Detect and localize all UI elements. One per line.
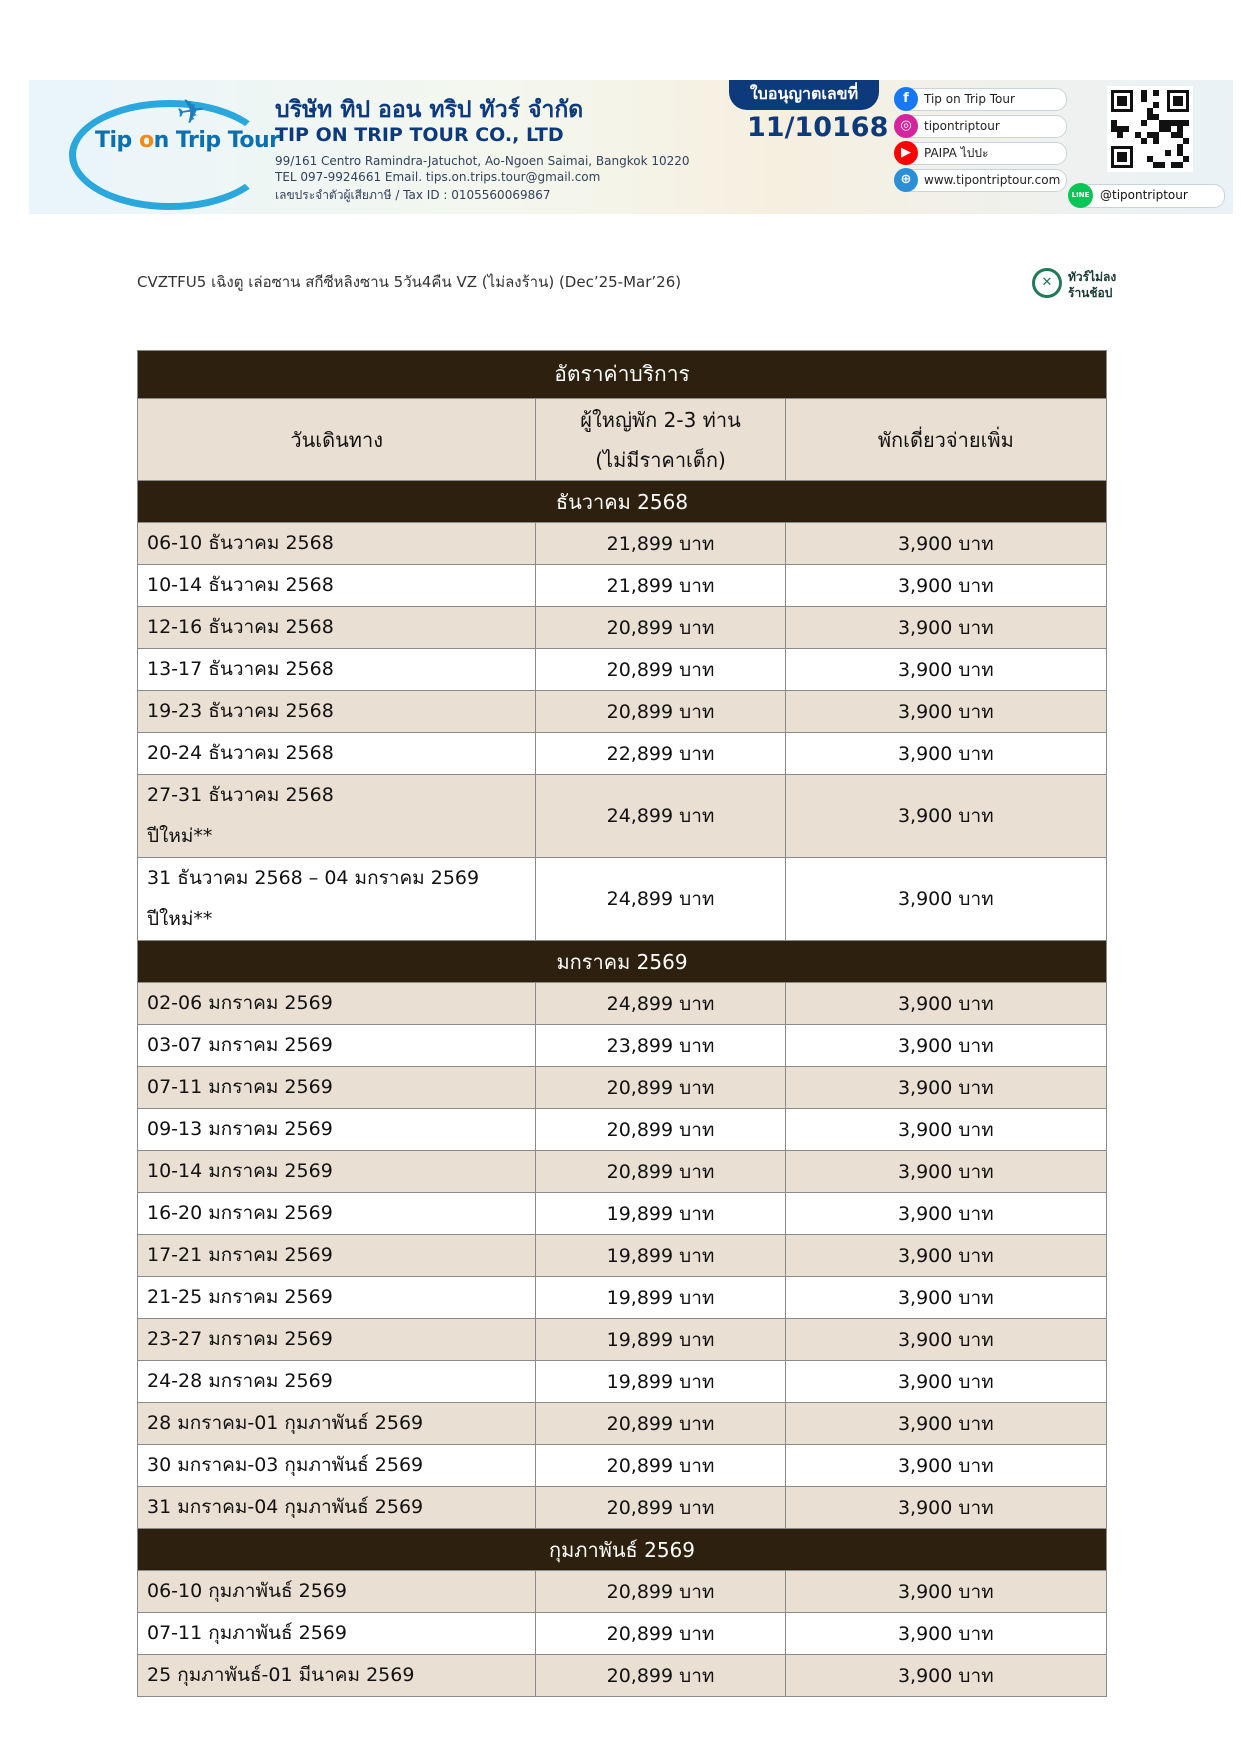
single-supplement: 3,900 บาท	[785, 733, 1106, 775]
table-row	[138, 1193, 1107, 1235]
logo-swoosh	[69, 100, 271, 210]
adult-price: 20,899 บาท	[536, 1487, 785, 1529]
table-row	[138, 691, 1107, 733]
adult-price: 20,899 บาท	[536, 691, 785, 733]
single-supplement: 3,900 บาท	[785, 565, 1106, 607]
adult-price: 20,899 บาท	[536, 1571, 785, 1613]
adult-price: 24,899 บาท	[536, 858, 785, 941]
single-supplement: 3,900 บาท	[785, 983, 1106, 1025]
badge-line-1: ทัวร์ไม่ลง	[1068, 270, 1117, 284]
single-supplement: 3,900 บาท	[785, 1067, 1106, 1109]
line-id-link[interactable]	[1069, 184, 1225, 208]
single-supplement: 3,900 บาท	[785, 858, 1106, 941]
column-header-adult: ผู้ใหญ่พัก 2-3 ท่าน (ไม่มีราคาเด็ก)	[536, 399, 785, 481]
globe-link[interactable]	[895, 169, 1067, 192]
company-banner	[29, 80, 1233, 214]
travel-date: 06-10 กุมภาพันธ์ 2569	[138, 1571, 536, 1613]
single-supplement: 3,900 บาท	[785, 1193, 1106, 1235]
adult-price: 21,899 บาท	[536, 565, 785, 607]
adult-price: 19,899 บาท	[536, 1193, 785, 1235]
adult-price: 20,899 บาท	[536, 1655, 785, 1697]
table-row	[138, 1487, 1107, 1529]
single-supplement: 3,900 บาท	[785, 1487, 1106, 1529]
travel-date: 10-14 มกราคม 2569	[138, 1151, 536, 1193]
table-row	[138, 983, 1107, 1025]
adult-price: 19,899 บาท	[536, 1277, 785, 1319]
travel-date: 20-24 ธันวาคม 2568	[138, 733, 536, 775]
youtube-link[interactable]	[895, 142, 1067, 165]
table-row	[138, 1319, 1107, 1361]
table-row	[138, 1025, 1107, 1067]
single-supplement: 3,900 บาท	[785, 1277, 1106, 1319]
adult-price: 22,899 บาท	[536, 733, 785, 775]
travel-date: 12-16 ธันวาคม 2568	[138, 607, 536, 649]
travel-date: 02-06 มกราคม 2569	[138, 983, 536, 1025]
table-title-row	[138, 351, 1107, 399]
qr-code[interactable]	[1107, 86, 1193, 172]
company-address: 99/161 Centro Ramindra-Jatuchot, Ao-Ngoen Saimai, Bangkok 10220	[275, 154, 690, 168]
travel-date: 24-28 มกราคม 2569	[138, 1361, 536, 1403]
table-row	[138, 1655, 1107, 1697]
facebook-link[interactable]	[895, 88, 1067, 111]
month-header-row	[138, 941, 1107, 983]
travel-date: 06-10 ธันวาคม 2568	[138, 523, 536, 565]
adult-price: 20,899 บาท	[536, 1403, 785, 1445]
single-supplement: 3,900 บาท	[785, 1319, 1106, 1361]
facebook-icon: f	[894, 87, 918, 111]
license-number: 11/10168	[747, 112, 889, 143]
social-label: tipontriptour	[924, 119, 1000, 133]
single-supplement: 3,900 บาท	[785, 607, 1106, 649]
travel-date: 27-31 ธันวาคม 2568 ปีใหม่**	[138, 775, 536, 858]
travel-date: 07-11 กุมภาพันธ์ 2569	[138, 1613, 536, 1655]
social-label: www.tipontriptour.com	[924, 173, 1061, 187]
table-row	[138, 858, 1107, 941]
shop-icon: ✕	[1032, 268, 1062, 298]
adult-price: 21,899 บาท	[536, 523, 785, 565]
table-row	[138, 775, 1107, 858]
adult-price: 20,899 บาท	[536, 649, 785, 691]
company-tax-id: เลขประจำตัวผู้เสียภาษี / Tax ID : 0105560069867	[275, 188, 551, 202]
table-row	[138, 1445, 1107, 1487]
month-header: มกราคม 2569	[138, 941, 1107, 983]
single-supplement: 3,900 บาท	[785, 1109, 1106, 1151]
travel-date: 31 ธันวาคม 2568 – 04 มกราคม 2569 ปีใหม่**	[138, 858, 536, 941]
license-label: ใบอนุญาตเลขที่	[729, 80, 879, 110]
adult-price: 20,899 บาท	[536, 1109, 785, 1151]
line-id-label: @tipontriptour	[1100, 188, 1188, 202]
single-supplement: 3,900 บาท	[785, 649, 1106, 691]
table-row	[138, 1571, 1107, 1613]
company-name-thai: บริษัท ทิป ออน ทริป ทัวร์ จำกัด	[275, 97, 584, 123]
line-icon: LINE	[1068, 183, 1093, 208]
month-header-row	[138, 481, 1107, 523]
table-row	[138, 565, 1107, 607]
travel-date: 09-13 มกราคม 2569	[138, 1109, 536, 1151]
single-supplement: 3,900 บาท	[785, 1025, 1106, 1067]
single-supplement: 3,900 บาท	[785, 1235, 1106, 1277]
adult-price: 20,899 บาท	[536, 1151, 785, 1193]
adult-price: 19,899 บาท	[536, 1235, 785, 1277]
social-label: PAIPA ไปปะ	[924, 146, 989, 160]
table-row	[138, 1151, 1107, 1193]
month-header: ธันวาคม 2568	[138, 481, 1107, 523]
table-row	[138, 1403, 1107, 1445]
single-supplement: 3,900 บาท	[785, 1151, 1106, 1193]
instagram-icon: ◎	[894, 114, 918, 138]
single-supplement: 3,900 บาท	[785, 1445, 1106, 1487]
youtube-icon: ▶	[894, 141, 918, 165]
single-supplement: 3,900 บาท	[785, 1613, 1106, 1655]
table-row	[138, 649, 1107, 691]
adult-price: 24,899 บาท	[536, 983, 785, 1025]
adult-price: 23,899 บาท	[536, 1025, 785, 1067]
airplane-icon: ✈	[173, 89, 209, 135]
travel-date: 17-21 มกราคม 2569	[138, 1235, 536, 1277]
month-header-row	[138, 1529, 1107, 1571]
travel-date: 23-27 มกราคม 2569	[138, 1319, 536, 1361]
globe-icon: ⊕	[894, 168, 918, 192]
adult-price: 19,899 บาท	[536, 1361, 785, 1403]
single-supplement: 3,900 บาท	[785, 1361, 1106, 1403]
table-row	[138, 1109, 1107, 1151]
column-header-row	[138, 399, 1107, 481]
table-row	[138, 1613, 1107, 1655]
table-row	[138, 523, 1107, 565]
adult-price: 24,899 บาท	[536, 775, 785, 858]
month-header: กุมภาพันธ์ 2569	[138, 1529, 1107, 1571]
table-row	[138, 1277, 1107, 1319]
column-header-date: วันเดินทาง	[138, 399, 536, 481]
badge-line-2: ร้านช้อป	[1068, 286, 1113, 300]
travel-date: 19-23 ธันวาคม 2568	[138, 691, 536, 733]
new-year-note: ปีใหม่**	[147, 825, 213, 847]
travel-date: 28 มกราคม-01 กุมภาพันธ์ 2569	[138, 1403, 536, 1445]
single-supplement: 3,900 บาท	[785, 1655, 1106, 1697]
single-supplement: 3,900 บาท	[785, 691, 1106, 733]
table-title: อัตราค่าบริการ	[138, 351, 1107, 399]
column-header-single: พักเดี่ยวจ่ายเพิ่ม	[785, 399, 1106, 481]
company-contact: TEL 097-9924661 Email. tips.on.trips.tour@gmail.com	[275, 170, 601, 184]
travel-date: 10-14 ธันวาคม 2568	[138, 565, 536, 607]
adult-price: 20,899 บาท	[536, 1445, 785, 1487]
travel-date: 13-17 ธันวาคม 2568	[138, 649, 536, 691]
company-name-english: TIP ON TRIP TOUR CO., LTD	[275, 124, 564, 146]
table-row	[138, 607, 1107, 649]
travel-date: 30 มกราคม-03 กุมภาพันธ์ 2569	[138, 1445, 536, 1487]
adult-price: 20,899 บาท	[536, 1613, 785, 1655]
travel-date: 16-20 มกราคม 2569	[138, 1193, 536, 1235]
social-label: Tip on Trip Tour	[924, 92, 1015, 106]
adult-price: 20,899 บาท	[536, 1067, 785, 1109]
new-year-note: ปีใหม่**	[147, 908, 213, 930]
travel-date: 25 กุมภาพันธ์-01 มีนาคม 2569	[138, 1655, 536, 1697]
table-row	[138, 1361, 1107, 1403]
rate-table	[137, 350, 1107, 1697]
single-supplement: 3,900 บาท	[785, 523, 1106, 565]
travel-date: 03-07 มกราคม 2569	[138, 1025, 536, 1067]
single-supplement: 3,900 บาท	[785, 1571, 1106, 1613]
tour-title: CVZTFU5 เฉิงตู เล่อซาน สกีซีหลิงซาน 5วัน4คืน VZ (ไม่ลงร้าน) (Dec’25-Mar’26)	[137, 273, 682, 291]
adult-price: 19,899 บาท	[536, 1319, 785, 1361]
table-row	[138, 1067, 1107, 1109]
company-logo: Tip on Trip Tour	[95, 128, 280, 153]
single-supplement: 3,900 บาท	[785, 775, 1106, 858]
travel-date: 21-25 มกราคม 2569	[138, 1277, 536, 1319]
table-row	[138, 1235, 1107, 1277]
travel-date: 07-11 มกราคม 2569	[138, 1067, 536, 1109]
single-supplement: 3,900 บาท	[785, 1403, 1106, 1445]
travel-date: 31 มกราคม-04 กุมภาพันธ์ 2569	[138, 1487, 536, 1529]
no-shopping-badge	[1032, 266, 1122, 302]
table-row	[138, 733, 1107, 775]
instagram-link[interactable]	[895, 115, 1067, 138]
adult-price: 20,899 บาท	[536, 607, 785, 649]
